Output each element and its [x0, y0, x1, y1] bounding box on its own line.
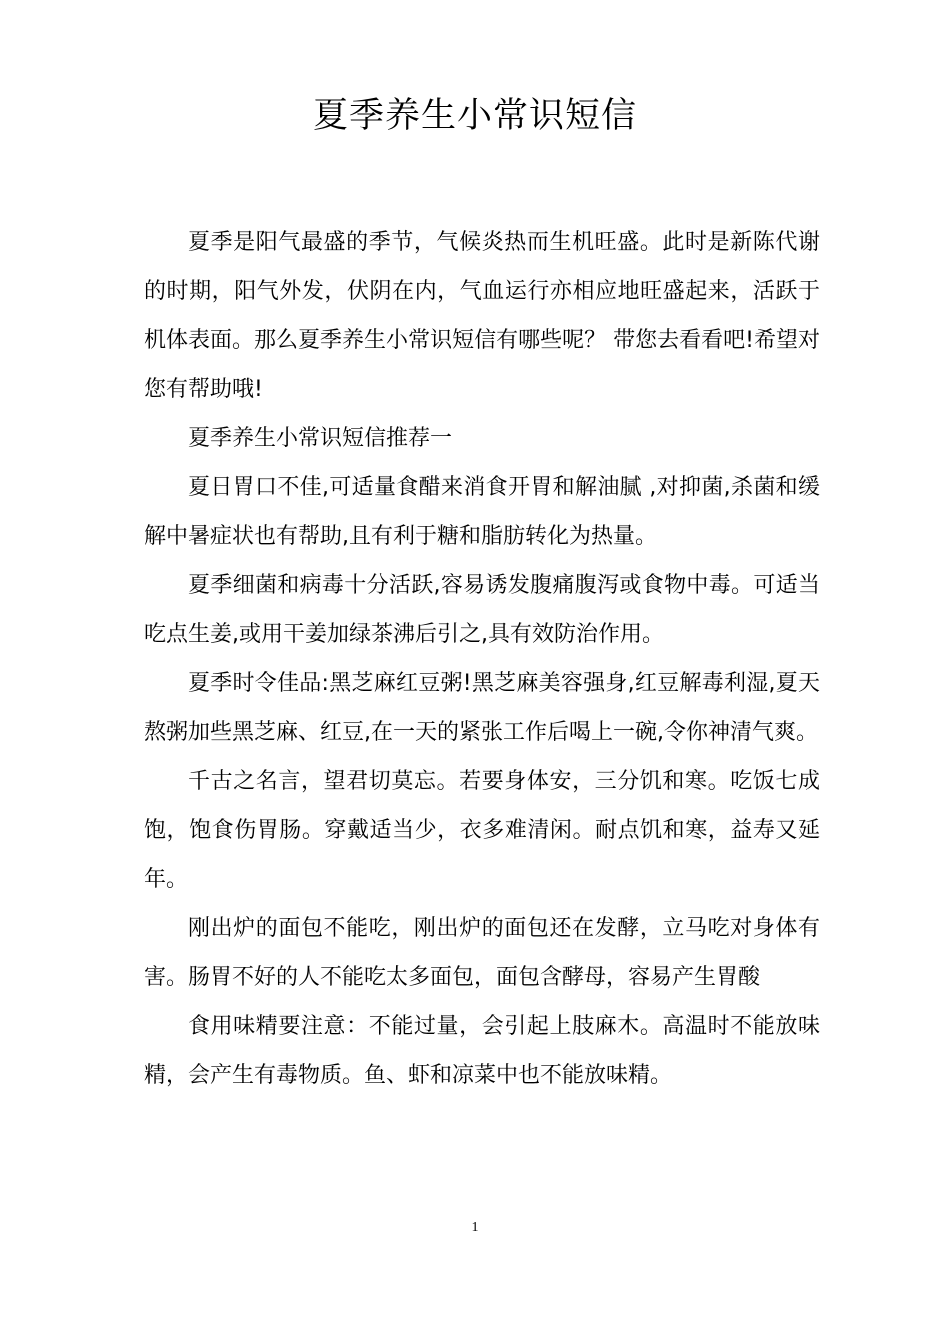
tip-vinegar-paragraph: 夏日胃口不佳,可适量食醋来消食开胃和解油腻 ,对抑菌,杀菌和缓解中暑症状也有帮助,且有利于糖和脂肪转化为热量。 — [144, 475, 820, 549]
intro-paragraph: 夏季是阳气最盛的季节，气候炎热而生机旺盛。此时是新陈代谢的时期，阳气外发，伏阴在内，气血运行亦相应地旺盛起来，活跃于机体表面。那么夏季养生小常识短信有哪些呢？ 带您去看看吧!希望对您有帮助哦! — [144, 230, 820, 402]
tip-bread-paragraph: 刚出炉的面包不能吃，刚出炉的面包还在发酵，立马吃对身体有害。肠胃不好的人不能吃太多面包，面包含酵母，容易产生胃酸 — [144, 916, 820, 990]
tip-porridge-paragraph: 夏季时令佳品:黑芝麻红豆粥!黑芝麻美容强身,红豆解毒利湿,夏天熬粥加些黑芝麻、红豆,在一天的紧张工作后喝上一碗,令你神清气爽。 — [144, 671, 820, 745]
tip-msg-paragraph: 食用味精要注意：不能过量，会引起上肢麻木。高温时不能放味精，会产生有毒物质。鱼、虾和凉菜中也不能放味精。 — [144, 1014, 820, 1088]
document-body — [144, 218, 820, 1100]
tip-ginger-paragraph: 夏季细菌和病毒十分活跃,容易诱发腹痛腹泻或食物中毒。可适当吃点生姜,或用干姜加绿茶沸后引之,具有效防治作用。 — [144, 573, 820, 647]
page-number: 1 — [471, 1220, 479, 1235]
document-title: 夏季养生小常识短信 — [312, 96, 637, 136]
section-heading: 夏季养生小常识短信推荐一 — [188, 426, 453, 451]
tip-proverb-paragraph: 千古之名言，望君切莫忘。若要身体安，三分饥和寒。吃饭七成饱，饱食伤胃肠。穿戴适当少，衣多难清闲。耐点饥和寒，益寿又延年。 — [144, 769, 820, 892]
